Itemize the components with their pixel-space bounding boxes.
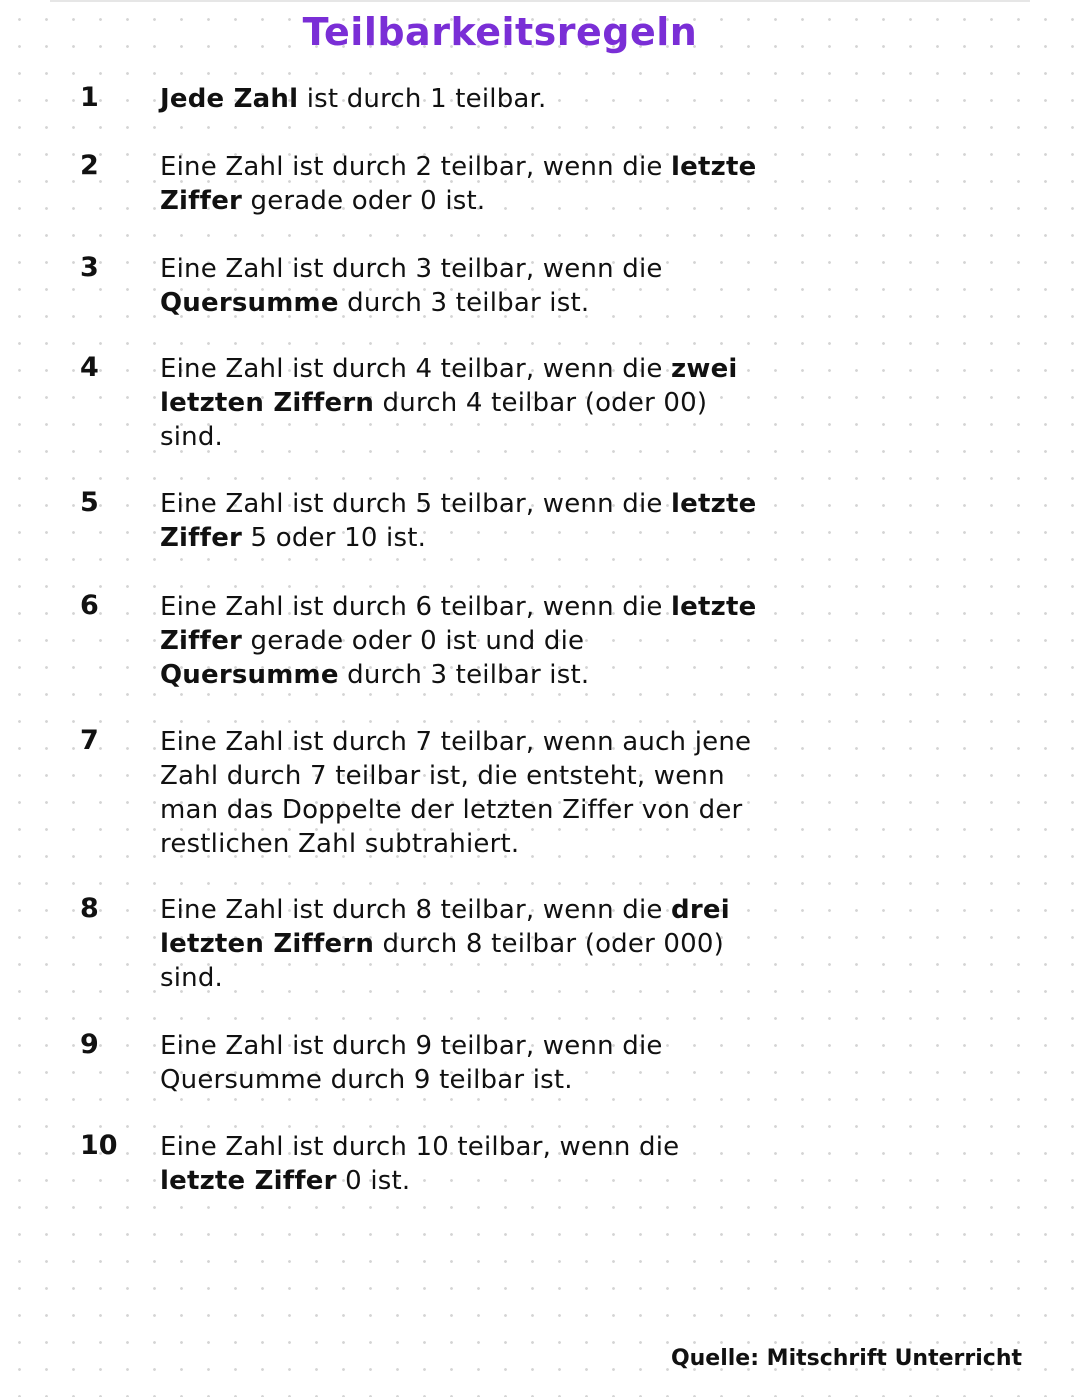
rule-text-emphasis: letzte Ziffer [160, 489, 757, 553]
rule-number: 2 [80, 150, 99, 181]
rule-text-segment: gerade oder 0 ist. [242, 186, 486, 216]
rule-text [160, 725, 760, 861]
rule-number: 6 [80, 590, 99, 621]
rule-text-segment: Eine Zahl ist durch 10 teilbar, wenn die [160, 1132, 680, 1162]
source-note: Quelle: Mitschrift Unterricht [670, 1346, 1022, 1371]
rule-text-emphasis: drei letzten Ziffern [160, 895, 730, 959]
rule-text [160, 487, 760, 555]
rule-text [160, 1130, 760, 1198]
rule-text-segment: gerade oder 0 ist und die [242, 626, 585, 656]
rule-text-emphasis: letzte Ziffer [160, 592, 757, 656]
rule-text [160, 352, 760, 454]
rule-text-emphasis: Quersumme [160, 660, 339, 690]
rule-text-emphasis: Quersumme [160, 288, 339, 318]
rule-text [160, 590, 760, 692]
rule-number: 7 [80, 725, 99, 756]
rule-text-segment: durch 8 teilbar (oder 000) sind. [160, 929, 725, 993]
rule-text-emphasis: zwei letzten Ziffern [160, 354, 738, 418]
rule-text-segment: Eine Zahl ist durch 3 teilbar, wenn die [160, 254, 663, 284]
rule-text-emphasis: letzte Ziffer [160, 152, 757, 216]
rule-number: 8 [80, 893, 99, 924]
rule-text-segment: Eine Zahl ist durch 2 teilbar, wenn die [160, 152, 672, 182]
rule-text-emphasis: letzte Ziffer [160, 1166, 337, 1196]
rule-text [160, 150, 760, 218]
rule-text-segment: Eine Zahl ist durch 8 teilbar, wenn die [160, 895, 672, 925]
rule-text-segment: 0 ist. [336, 1166, 411, 1196]
rule-number: 4 [80, 352, 99, 383]
rule-text [160, 252, 760, 320]
rule-number: 1 [80, 82, 99, 113]
rule-text [160, 1029, 760, 1097]
top-divider [50, 0, 1030, 2]
rule-text-segment: Eine Zahl ist durch 6 teilbar, wenn die [160, 592, 672, 622]
rule-number: 9 [80, 1029, 99, 1060]
rule-text-segment: 5 oder 10 ist. [242, 523, 427, 553]
rule-number: 5 [80, 487, 99, 518]
rule-text-segment: Eine Zahl ist durch 5 teilbar, wenn die [160, 489, 672, 519]
rule-text-segment: Eine Zahl ist durch 4 teilbar, wenn die [160, 354, 672, 384]
rule-text-segment: Eine Zahl ist durch 7 teilbar, wenn auch jene Zahl durch 7 teilbar ist, die entsteht, wenn man das Doppelte der letzten Ziffer von der restlichen Zahl subtrahiert. [160, 727, 752, 859]
rule-text-segment: durch 3 teilbar ist. [338, 288, 590, 318]
rule-number: 10 [80, 1130, 118, 1161]
rule-number: 3 [80, 252, 99, 283]
rule-text-segment: durch 3 teilbar ist. [338, 660, 590, 690]
rule-text [160, 82, 760, 116]
rule-text-segment: ist durch 1 teilbar. [298, 84, 547, 114]
rule-text-emphasis: Jede Zahl [160, 84, 299, 114]
rule-text [160, 893, 760, 995]
page-title: Teilbarkeitsregeln [302, 10, 698, 54]
rule-text-segment: durch 4 teilbar (oder 00) sind. [160, 388, 708, 452]
rule-text-segment: Eine Zahl ist durch 9 teilbar, wenn die Quersumme durch 9 teilbar ist. [160, 1031, 663, 1095]
